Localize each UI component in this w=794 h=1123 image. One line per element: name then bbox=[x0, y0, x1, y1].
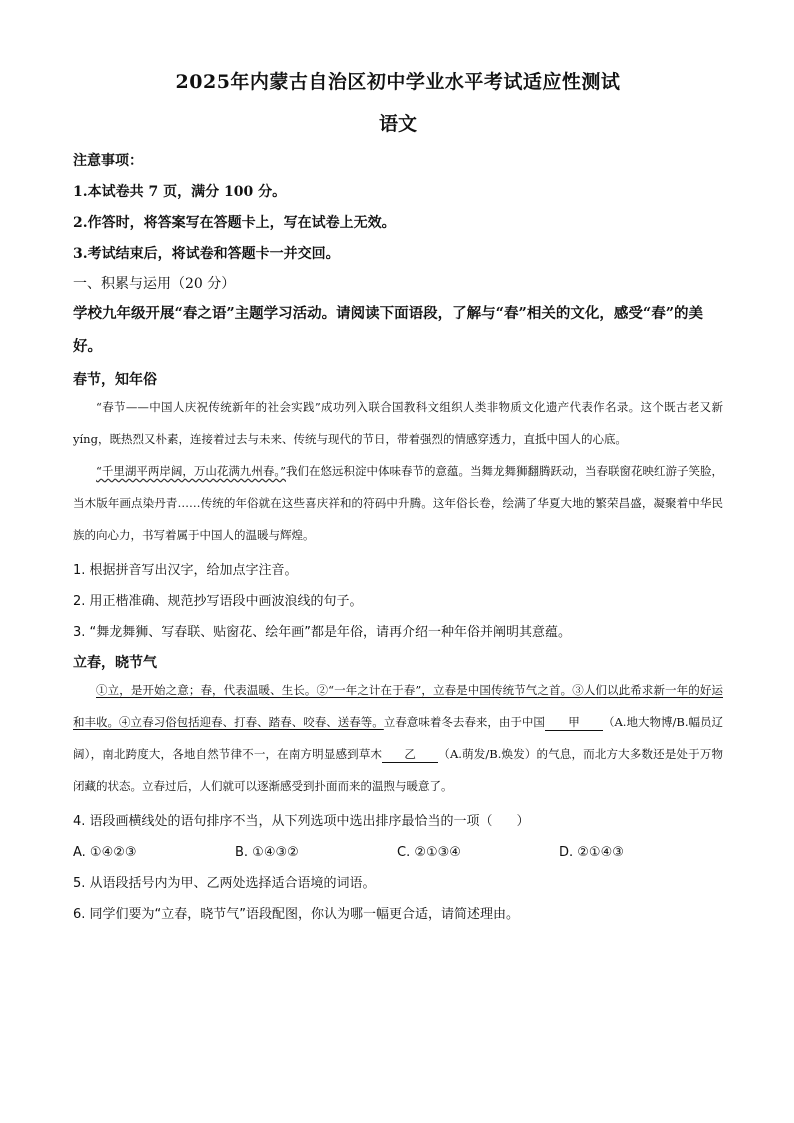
underlined-sentences: ①立，是开始之意；春，代表温暖、生长。②“一年之计在于春”，立春是中国传统节气之首。③人们以此希求新一年的好运和丰收。④立春习俗包括迎春、打春、踏春、咬春、送春等。 bbox=[73, 683, 723, 729]
question-2: 2. 用正楷准确、规范抄写语段中画波浪线的句子。 bbox=[73, 594, 363, 609]
part2-heading: 立春，晓节气 bbox=[73, 655, 157, 671]
option-a: A. ①④②③ bbox=[73, 845, 137, 860]
section-title: 一、积累与运用（20 分） bbox=[73, 276, 236, 292]
option-c: C. ②①③④ bbox=[397, 845, 461, 860]
note-item-2: 2.作答时，将答案写在答题卡上，写在试卷上无效。 bbox=[73, 215, 396, 231]
question-4-close: ） bbox=[516, 814, 530, 829]
part2-paragraph bbox=[73, 674, 723, 802]
note-item-3: 3.考试结束后，将试卷和答题卡一并交回。 bbox=[73, 246, 340, 262]
note-item-1: 1.本试卷共 7 页，满分 100 分。 bbox=[73, 184, 287, 200]
part1-paragraph-2 bbox=[73, 455, 723, 551]
blank-yi: 乙 bbox=[382, 746, 438, 763]
question-4-text: 4. 语段画横线处的语句排序不当，从下列选项中选出排序最恰当的一项（ bbox=[73, 814, 493, 829]
option-b: B. ①④③② bbox=[235, 845, 299, 860]
question-4 bbox=[73, 811, 723, 833]
part2-text-3: （A.萌发/B.焕发）的气息，而北方大多数还是处于万物闭藏的状态。立春过后，人们就可以逐渐感受到扑面而来的温煦与暖意了。 bbox=[73, 747, 723, 793]
section-intro: 学校九年级开展“春之语”主题学习活动。请阅读下面语段，了解与“春”相关的文化，感受“春”的美好。 bbox=[73, 305, 704, 355]
blank-jia: 甲 bbox=[545, 714, 603, 731]
exam-page bbox=[73, 62, 723, 926]
question-6: 6. 同学们要为“立春，晓节气”语段配图，你认为哪一幅更合适，请简述理由。 bbox=[73, 907, 520, 922]
question-3: 3. “舞龙舞狮、写春联、贴窗花、绘年画”都是年俗，请再介绍一种年俗并阐明其意蕴。 bbox=[73, 625, 572, 640]
question-4-options bbox=[73, 842, 723, 864]
part1-paragraph-1: “春节——中国人庆祝传统新年的社会实践”成功列入联合国教科文组织人类非物质文化遗产代表作名录。这个既古老又新 yíng，既热烈又朴素，连接着过去与未来、传统与现代的节日，带着强烈的情感穿透力，直抵中国人的心底。 bbox=[73, 400, 723, 446]
subject-title: 语文 bbox=[378, 113, 417, 135]
notes-heading: 注意事项： bbox=[73, 153, 143, 169]
question-1: 1. 根据拼音写出汉字，给加点字注音。 bbox=[73, 563, 298, 578]
part2-text-1: 立春意味着冬去春来，由于中国 bbox=[383, 715, 545, 729]
question-5: 5. 从语段括号内为甲、乙两处选择适合语境的词语。 bbox=[73, 876, 376, 891]
wavy-underlined-sentence: “千里湖平两岸阔，万山花满九州春。” bbox=[96, 464, 287, 478]
part1-heading: 春节，知年俗 bbox=[73, 372, 157, 388]
option-d: D. ②①④③ bbox=[559, 845, 624, 860]
part2-text-2: （A.地大物博/B.幅员辽阔），南北跨度大，各地自然节律不一，在南方明显感到草木 bbox=[73, 715, 724, 761]
exam-title: 2025年内蒙古自治区初中学业水平考试适应性测试 bbox=[175, 71, 621, 93]
part1-paragraph-2-rest: 我们在悠远积淀中体味春节的意蕴。当舞龙舞狮翻腾跃动，当春联窗花映红游子笑脸，当木版年画点染丹青……传统的年俗就在这些喜庆祥和的符码中升腾。这年俗长卷，绘满了华夏大地的繁荣昌盛，凝聚着中华民族的向心力，书写着属于中国人的温暖与辉煌。 bbox=[73, 464, 724, 542]
